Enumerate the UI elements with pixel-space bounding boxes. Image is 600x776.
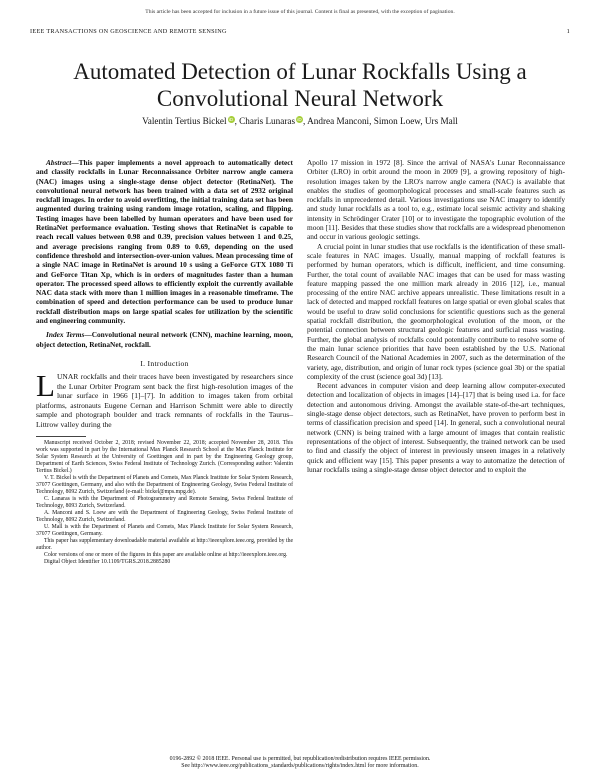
intro-text: UNAR rockfalls and their traces have been investigated by researchers since the Lunar Orbiter Program sent back the first high-resolution images of the lunar surface in 1966 [1]–[7]. In addition to images taken from orbital platforms, astronauts Eugene Cernan and Harrison Schmitt were able to directly sample and photograph boulder and track remnants of rockfalls in the Taurus–Littrow valley during the: [36, 372, 293, 429]
right-column: [307, 158, 565, 474]
author-2: , Charis Lunaras: [234, 116, 296, 126]
footnote: Manuscript received October 2, 2018; revised November 22, 2018; accepted November 28, 2018. This work was supported in part by the International Max Planck Research School at the Max Planck Institute for Solar System Research at the University of Goettingen and in part by the Engineering Geology group, Department of Earth Sciences, Swiss Federal Institute of Technology Zurich. (Corresponding author: Valentin Tertius Bickel.): [36, 439, 293, 474]
index-terms-text: —Convolutional neural network (CNN), machine learning, moon, object detection, RetinaNet, rockfall.: [36, 330, 293, 349]
index-terms: [36, 330, 293, 349]
abstract: [36, 158, 293, 325]
page-number: 1: [566, 28, 570, 35]
footnotes: [36, 440, 293, 567]
footnote: U. Mall is with the Department of Planets and Comets, Max Planck Institute for Solar System Research, 37077 Goettingen, Germany.: [36, 524, 293, 538]
abstract-lead: Abstract: [46, 158, 72, 167]
left-column: [36, 158, 293, 566]
section-heading: I. Introduction: [140, 358, 189, 368]
index-terms-lead: Index Terms: [46, 330, 85, 340]
body-paragraph: Apollo 17 mission in 1972 [8]. Since the arrival of NASA's Lunar Reconnaissance Orbiter (LRO) in orbit around the moon in 2009 [9], a growing repository of high-resolution images taken by the LRO's narrow angle camera (NAC) is available that enables the studies of geomorphological processes and small-scale features such as rockfalls in unprecedented detail. Various investigations use NAC imagery to identify and study lunar rockfalls as a tool to, e.g., estimate local seismic activity and shaking intensity in Schrödinger Crater [10] or to investigate the topographic evolution of the moon [11]. Besides that these studies show that rockfalls are a widespread phenomenon and occur in various geologic settings.: [307, 158, 565, 242]
abstract-text: —This paper implements a novel approach to automatically detect and classify rockfalls in Lunar Reconnaissance Orbiter narrow angle camera (NAC) images using a single-stage dense object detector (RetinaNet). The convolutional neural network has been trained with a data set of 2932 original rockfall images. In order to avoid overfitting, the initial training data set has been augmented during training using random image rotation, scaling, and flipping. Testing images have been labelled by human operators and have been used for RetinaNet performance evaluation. Testing shows that RetinaNet is capable to reach recall values between 0.98 and 0.39, precision values between 1 and 0.25, and average precisions ranging from 0.89 to 0.69, depending on the used confidence threshold and intersection-over-union values. Mean processing time of a single NAC image in RetinaNet is around 10 s using a GeForce GTX 1080 Ti and GeForce Titan Xp, which is in orders of magnitudes faster than a human operator. The processed speed allows to efficiently exploit the currently available NAC data stack with more than 1 million images in a reasonable timeframe. The combination of speed and detection performance can be used to produce lunar rockfall distribution maps on large spatial scales for utilization by the scientific and engineering community.: [36, 158, 293, 326]
copyright-notice: [0, 756, 600, 771]
body-paragraph: A crucial point in lunar studies that use rockfalls is the identification of these small-scale features in NAC images. Usually, manual mapping of rockfall features is performed by human operators, which is difficult, inefficient, and time consuming. Further, the total count of available NAC images that can be used for mass wasting feature mapping passed the one million mark already in 2016 [12], i.e., manual processing of the entire NAC archive appears unrealistic. These limitations result in a lack of detected and mapped rockfall features on large spatial or even global scales that would be useful to draw solid conclusions for scientific questions such as the general spatial rockfall distribution, the geomorphological evolution of the moon, or the potential connection between structural geologic features and surficial mass wasting. Further, the global analysis of rockfalls could potentially contribute to resolve some of the main lunar science priorities that have been established by the U.S. National Research Council of the National Academies in 2007, such as the determination of the variety, age, distribution, and origin of lunar rock types (science goal 3b) or the spatial complexity of the crust (science goal 3d) [13].: [307, 241, 565, 381]
footnote: V. T. Bickel is with the Department of Planets and Comets, Max Planck Institute for Solar System Research, 37077 Goettingen, Germany, and also with the Department of Engineering Geology, Swiss Federal Institute of Technology, 8092 Zurich, Switzerland (e-mail: bickel@mps.mpg.de).: [36, 474, 293, 495]
author-rest: , Andrea Manconi, Simon Loew, Urs Mall: [303, 116, 458, 126]
footnote: Color versions of one or more of the figures in this paper are available online at http://ieeexplore.ieee.org.: [44, 552, 288, 559]
body-paragraph: Recent advances in computer vision and deep learning allow computer-executed detection and localization of objects in images [14]–[17] that is being used i.a. for face detection and autonomous driving. Amongst the available state-of-the-art techniques, single-stage dense object detectors, such as RetinaNet, have proven to perform best in terms of classification precision and speed [14]. In general, such a convolutional neural network (CNN) is being trained with a large amount of images that contain realistic representations of the object of interest. Subsequently, the trained network can be used to find and classify the object of interest in previously unseen images in a relatively quick and efficient way [15]. This paper presents a way to automatize the detection of lunar rockfalls using a single-stage dense object detector and to exploit the: [307, 381, 565, 474]
author-1: Valentin Tertius Bickel: [142, 116, 227, 126]
running-head: [30, 28, 570, 35]
author-list: [40, 116, 560, 126]
footnote: C. Lanaras is with the Department of Photogrammetry and Remote Sensing, Swiss Federal Institute of Technology, 8093 Zurich, Switzerland.: [36, 495, 293, 509]
paper-title: Automated Detection of Lunar Rockfalls Using a Convolutional Neural Network: [73, 59, 527, 111]
footnote-doi: Digital Object Identifier 10.1109/TGRS.2018.2885280: [44, 559, 171, 566]
rights-link-line[interactable]: See http://www.ieee.org/publications_standards/publications/rights/index.html for more information.: [181, 763, 419, 770]
acceptance-notice: This article has been accepted for inclusion in a future issue of this journal. Content is final as presented, with the exception of pagination.: [145, 9, 455, 15]
journal-name: IEEE TRANSACTIONS ON GEOSCIENCE AND REMOTE SENSING: [30, 28, 227, 35]
footnote: A. Manconi and S. Loew are with the Department of Engineering Geology, Swiss Federal Institute of Technology, 8092 Zurich, Switzerland.: [36, 509, 293, 524]
drop-cap: L: [36, 368, 55, 404]
copyright-line: 0196-2892 © 2018 IEEE. Personal use is permitted, but republication/redistribution requires IEEE permission.: [169, 756, 431, 762]
orcid-icon[interactable]: iD: [228, 117, 234, 122]
footnote: This paper has supplementary downloadable material available at http://ieeexplore.ieee.org, provided by the author.: [36, 538, 293, 552]
orcid-icon[interactable]: iD: [297, 117, 302, 122]
footnote-rule: [36, 436, 86, 437]
intro-paragraph: [36, 368, 293, 429]
